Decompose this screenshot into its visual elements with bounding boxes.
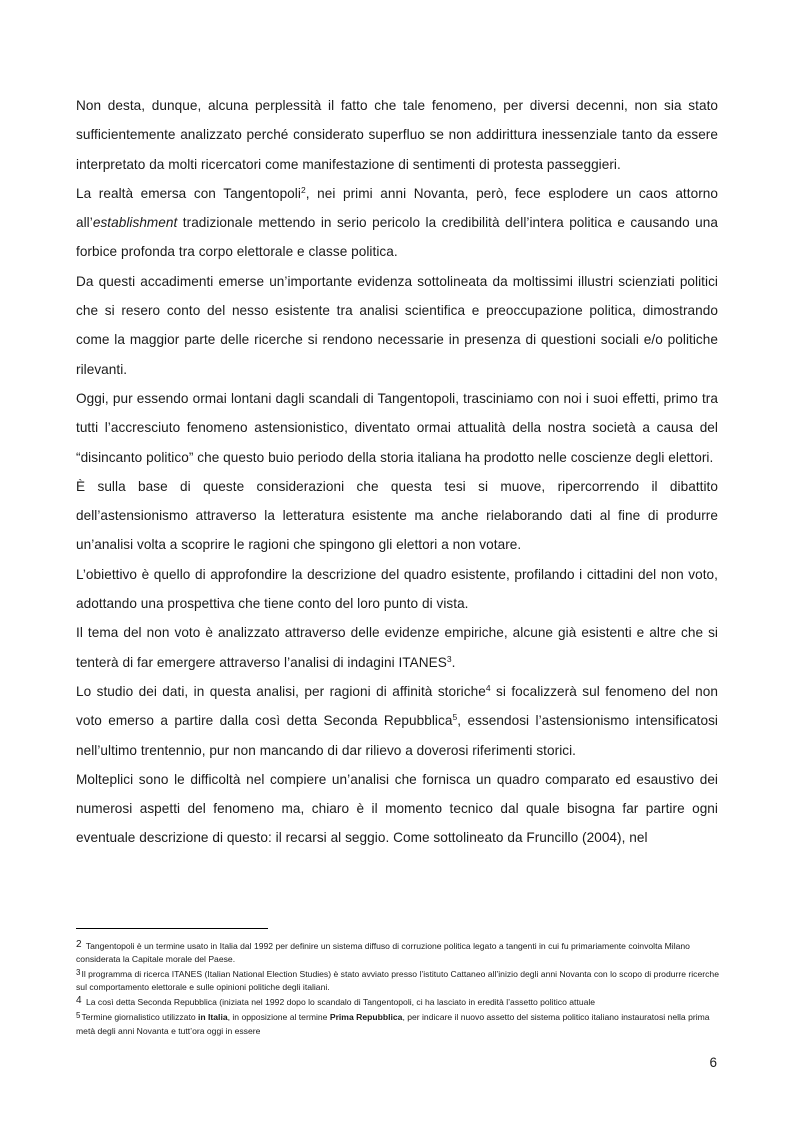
footnote-ref: 2 — [300, 184, 306, 195]
footnote-number: 4 — [76, 995, 82, 1007]
paragraph: Lo studio dei dati, in questa analisi, per ragioni di affinità storiche$^4$ si focalizzerà sul fenomeno del non voto emerso a partire dalla così detta Seconda Repubblica$^5$, essendosi l’astensionismo intensificatosi nell’ultimo trentennio, pur non mancando di dar rilievo a doverosi riferimenti storici. — [76, 682, 718, 758]
paragraph: Molteplici sono le difficoltà nel compiere un’analisi che fornisca un quadro comparato ed esaustivo dei numerosi aspetti del fenomeno ma, chiaro è il momento tecnico dal quale bisogna far partire ogni eventuale descrizione di questo: il recarsi al seggio. Come sottolineato da Fruncillo (2004), nel — [76, 771, 718, 846]
footnote-divider — [76, 928, 268, 929]
footnote-ref: 4 — [485, 682, 491, 693]
paragraph: L’obiettivo è quello di approfondire la descrizione del quadro esistente, profilando i cittadini del non voto, adottando una prospettiva che tiene conto del loro punto di vista. — [76, 566, 718, 612]
paragraph: Da questi accadimenti emerse un’importante evidenza sottolineata da moltissimi illustri scienziati politici che si resero conto del nesso esistente tra analisi scientifica e preoccupazione politica, dimostrando come la maggior parte delle ricerche si rendono necessarie in presenza di questioni sociali e/o politiche rilevanti. — [76, 273, 718, 377]
paragraph: Non desta, dunque, alcuna perplessità il fatto che tale fenomeno, per diversi decenni, non sia stato sufficientemente analizzato perché considerato superfluo se non addirittura inessenziale tanto da essere interpretato da molti ricercatori come manifestazione di sentimenti di protesta passeggieri. — [76, 98, 718, 172]
paragraph: Il tema del non voto è analizzato attraverso delle evidenze empiriche, alcune già esistenti e altre che si tenterà di far emergere attraverso l’analisi di indagini ITANES$^3$. — [76, 625, 718, 670]
italic-term: establishment — [92, 215, 178, 231]
paragraph: Oggi, pur essendo ormai lontani dagli scandali di Tangentopoli, trasciniamo con noi i suoi effetti, primo tra tutti l’accresciuto fenomeno astensionistico, diventato ormai attualità della nostra società a causa del “disincanto politico” che questo buio periodo della storia italiana ha prodotto nelle coscienze degli elettori. — [76, 390, 718, 465]
footnote-number: 3 — [76, 968, 81, 978]
footnote-ref: 5 — [452, 712, 458, 723]
page-number: 6 — [709, 1055, 717, 1070]
footnote: 5Termine giornalistico utilizzato in Italia, in opposizione al termine Prima Repubblica, per indicare il nuovo assetto del sistema politico italiano instauratosi nella prima metà degli anni Novanta e tutt’ora oggi in essere — [76, 1011, 710, 1036]
paragraph: È sulla base di queste considerazioni che questa tesi si muove, ripercorrendo il dibattito dell’astensionismo attraverso la letteratura esistente ma anche rielaborando dati al fine di produrre un’analisi volta a scoprire le ragioni che spingono gli elettori a non votare. — [76, 478, 718, 553]
footnote-number: 2 — [76, 939, 82, 950]
footnote-number: 5 — [76, 1011, 81, 1021]
footnote: 2 Tangentopoli è un termine usato in Italia dal 1992 per definire un sistema diffuso di corruzione politica legato a tangenti in cui fu primariamente coinvolta Milano considerata la Capitale morale del Paese. — [76, 939, 690, 965]
body-text — [76, 91, 718, 853]
footnote: 3Il programma di ricerca ITANES (Italian National Election Studies) è stato avviato presso l’istituto Cattaneo all’inizio degli anni Novanta con lo scopo di produrre ricerche sul comportamento elettorale e sulle opinioni politiche degli italiani. — [76, 968, 719, 993]
paragraph: La realtà emersa con Tangentopoli$^2$, nei primi anni Novanta, però, fece esplodere un caos attorno all’establishment tradizionale mettendo in serio pericolo la credibilità dell’intera politica e causando una forbice profonda tra corpo elettorale e classe politica. — [76, 184, 718, 260]
footnotes — [76, 938, 726, 1038]
footnote: 4 La così detta Seconda Repubblica (iniziata nel 1992 dopo lo scandalo di Tangentopoli, ci ha lasciato in eredità l’assetto politico attuale — [76, 995, 596, 1008]
footnote-ref: 3 — [446, 653, 452, 664]
